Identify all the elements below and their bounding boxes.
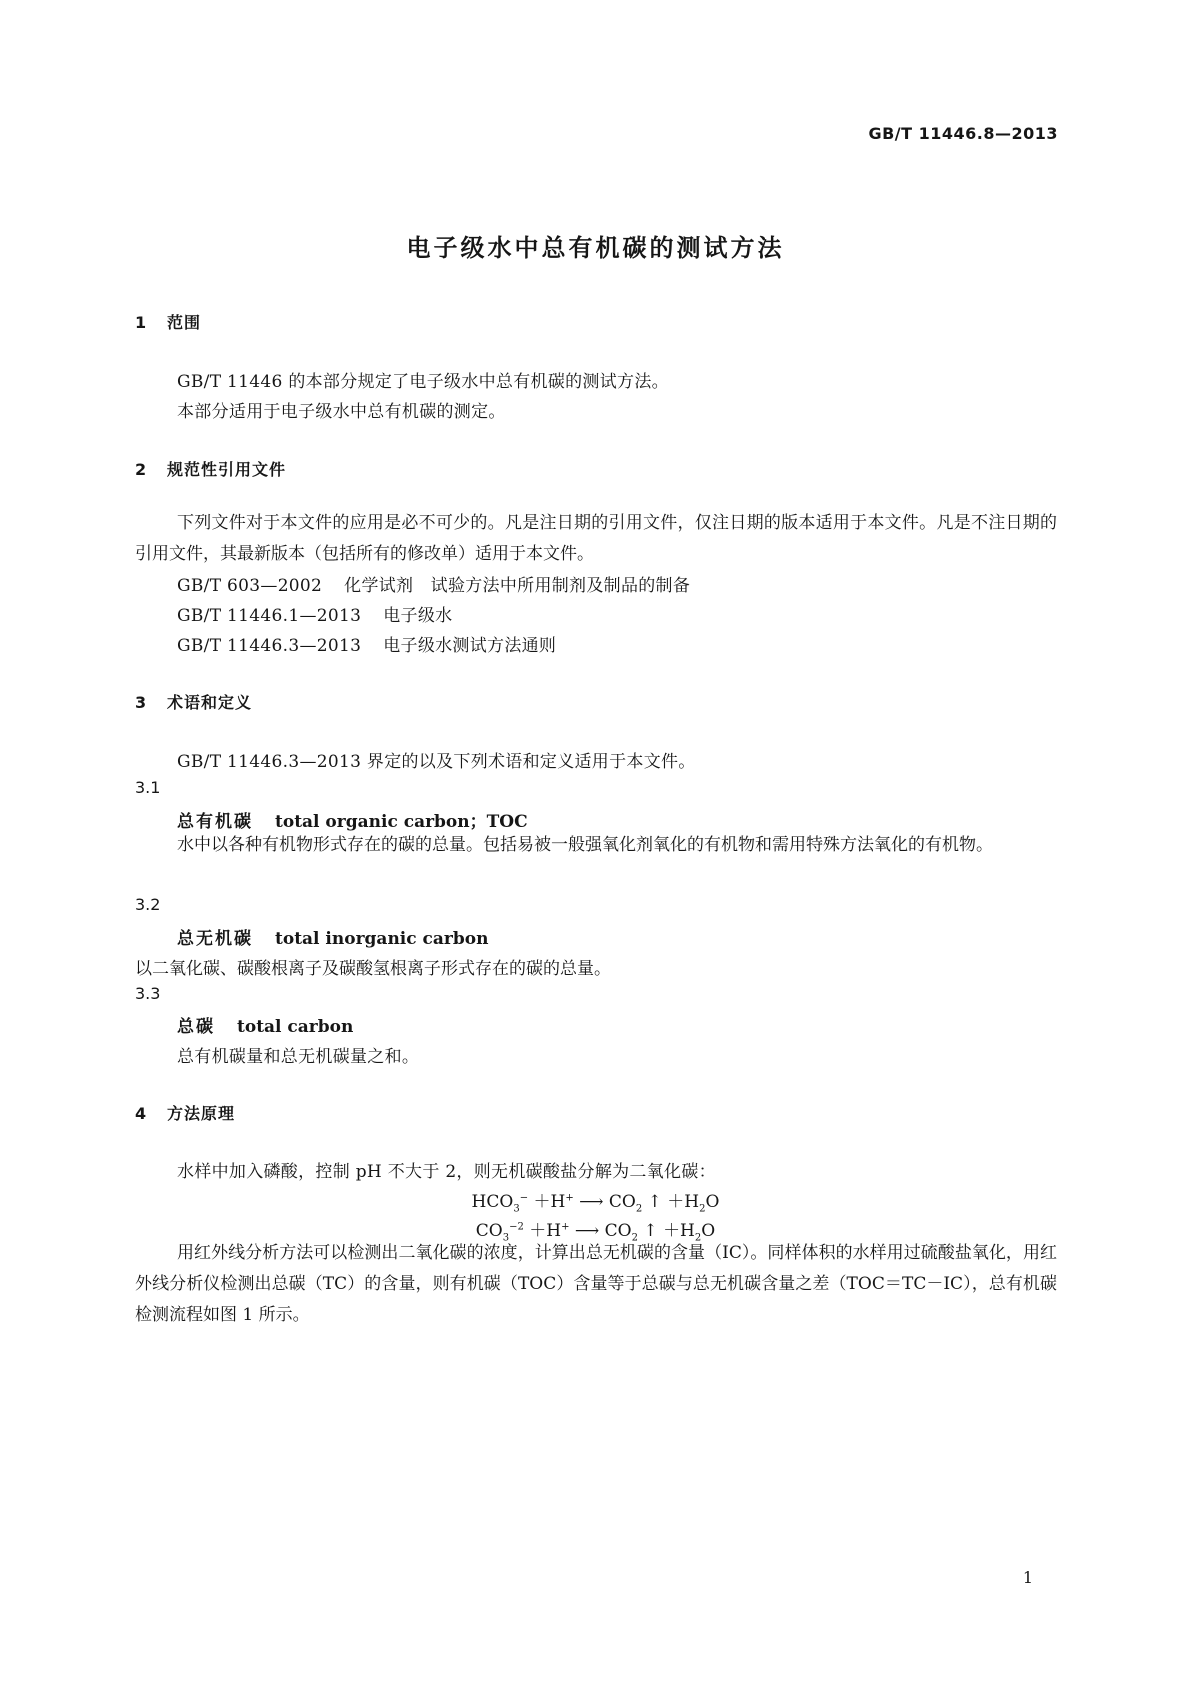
reference-item — [177, 571, 690, 596]
term-chinese: 总有机碳 — [177, 812, 253, 832]
reference-code: GB/T 11446.3—2013 — [177, 636, 362, 656]
section-1-heading — [135, 310, 201, 333]
term-heading — [177, 1012, 353, 1037]
section-title: 方法原理 — [167, 1104, 236, 1123]
section-4-heading — [135, 1101, 235, 1124]
section-3-paragraph-1: GB/T 11446.3—2013 界定的以及下列术语和定义适用于本文件。 — [177, 752, 696, 772]
chemical-equation-1: $HCO_3^- +H^+$ ⟶ $CO_2$ ↑ $+H_2O$ — [471, 1192, 720, 1215]
term-number: 3.2 — [135, 895, 161, 914]
section-2-heading — [135, 457, 286, 480]
term-number: 3.3 — [135, 984, 161, 1003]
term-number: 3.1 — [135, 778, 161, 797]
reaction-arrow: ⟶ — [579, 1192, 604, 1212]
term-heading — [177, 924, 488, 949]
reference-item — [177, 631, 556, 656]
section-title: 范围 — [167, 313, 202, 332]
section-3-heading — [135, 690, 252, 713]
term-english: total carbon — [237, 1017, 354, 1037]
reaction-arrow: ⟶ — [574, 1221, 600, 1241]
reference-item — [177, 601, 452, 626]
term-english: total inorganic carbon — [275, 929, 489, 949]
section-number: 1 — [135, 313, 148, 332]
section-2-paragraph-1: 下列文件对于本文件的应用是必不可少的。凡是注日期的引用文件，仅注日期的版本适用于本文件。凡是不注日期的引用文件，其最新版本（包括所有的修改单）适用于本文件。 — [135, 513, 1057, 564]
term-definition: 水中以各种有机物形式存在的碳的总量。包括易被一般强氧化剂氧化的有机物和需用特殊方法氧化的有机物。 — [177, 835, 993, 855]
reference-code: GB/T 11446.1—2013 — [177, 606, 362, 626]
section-4-paragraph-2: 用红外线分析方法可以检测出二氧化碳的浓度，计算出总无机碳的含量（IC）。同样体积的水样用过硫酸盐氧化，用红外线分析仪检测出总碳（TC）的含量，则有机碳（TOC）含量等于总碳与总无机碳含量之差（TOC＝TC－IC），总有机碳检测流程如图 1 所示。 — [135, 1243, 1057, 1325]
gas-arrow: ↑ — [647, 1192, 662, 1212]
reference-title: 化学试剂 试验方法中所用制剂及制品的制备 — [344, 576, 691, 596]
section-title: 规范性引用文件 — [167, 460, 287, 479]
section-4-paragraph-1: 水样中加入磷酸，控制 pH 不大于 2，则无机碳酸盐分解为二氧化碳： — [177, 1162, 716, 1182]
section-1-paragraph-2: 本部分适用于电子级水中总有机碳的测定。 — [177, 402, 506, 422]
term-heading — [177, 807, 528, 832]
reference-title: 电子级水 — [383, 606, 453, 626]
page-number: 1 — [1022, 1568, 1033, 1587]
reference-title: 电子级水测试方法通则 — [383, 636, 557, 656]
section-number: 3 — [135, 693, 148, 712]
chemical-equation-2: $CO_3^{-2} +H^+$ ⟶ $CO_2$ ↑ $+H_2O$ — [475, 1221, 716, 1244]
term-english: total organic carbon；TOC — [275, 812, 528, 832]
gas-arrow: ↑ — [643, 1221, 658, 1241]
standard-code: GB/T 11446.8—2013 — [868, 124, 1058, 143]
term-definition: 以二氧化碳、碳酸根离子及碳酸氢根离子形式存在的碳的总量。 — [135, 959, 611, 979]
section-number: 4 — [135, 1104, 148, 1123]
section-1-paragraph-1: GB/T 11446 的本部分规定了电子级水中总有机碳的测试方法。 — [177, 372, 669, 392]
reference-code: GB/T 603—2002 — [177, 576, 323, 596]
document-title: 电子级水中总有机碳的测试方法 — [406, 234, 785, 262]
term-chinese: 总无机碳 — [177, 929, 253, 949]
section-number: 2 — [135, 460, 148, 479]
section-title: 术语和定义 — [167, 693, 253, 712]
term-definition: 总有机碳量和总无机碳量之和。 — [177, 1047, 420, 1067]
term-chinese: 总碳 — [177, 1017, 215, 1037]
